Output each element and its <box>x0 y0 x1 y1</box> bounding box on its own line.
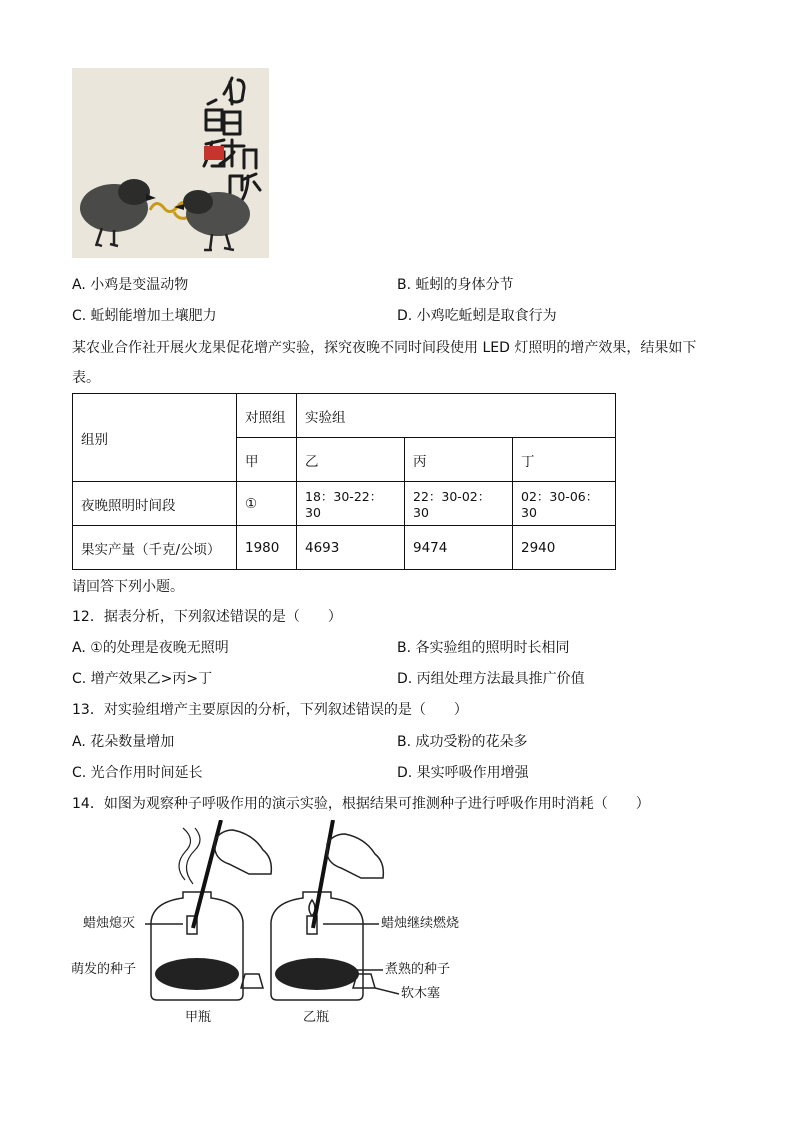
q13-option-d: D. 果实呼吸作用增强 <box>397 765 529 781</box>
label-boiled-seeds: 煮熟的种子 <box>385 962 451 977</box>
group-bing: 丙 <box>405 438 513 482</box>
q12-option-a: A. ①的处理是夜晚无照明 <box>72 640 229 656</box>
seed-respiration-figure <box>71 820 495 1035</box>
caption-jar-yi: 乙瓶 <box>303 1010 330 1025</box>
header-control: 对照组 <box>237 394 297 438</box>
group-yi: 乙 <box>297 438 405 482</box>
q13-option-a: A. 花朵数量增加 <box>72 734 175 750</box>
seal-stamp <box>204 146 224 160</box>
hand-yi <box>327 834 383 878</box>
header-group: 组别 <box>73 394 237 482</box>
painting-artwork <box>72 68 269 258</box>
answer-prompt: 请回答下列小题。 <box>72 579 184 595</box>
q13-option-b: B. 成功受粉的花朵多 <box>397 734 528 750</box>
group-ding: 丁 <box>513 438 616 482</box>
germinating-seeds <box>155 958 239 990</box>
caption-jar-jia: 甲瓶 <box>185 1010 212 1025</box>
cell-yield-yi: 4693 <box>297 526 405 570</box>
intro-line-1: 某农业合作社开展火龙果促花增产实验，探究夜晚不同时间段使用 LED 灯照明的增产效果，结果如下 <box>72 340 697 356</box>
label-candle-out: 蜡烛熄灭 <box>83 916 136 931</box>
q13-option-c: C. 光合作用时间延长 <box>72 765 203 781</box>
label-germinating-seeds: 萌发的种子 <box>71 962 137 977</box>
cell-yield-bing: 9474 <box>405 526 513 570</box>
cell-yield-ding: 2940 <box>513 526 616 570</box>
header-experiment: 实验组 <box>297 394 616 438</box>
cork-jia <box>241 974 263 988</box>
group-jia: 甲 <box>237 438 297 482</box>
stick-jia <box>193 820 221 928</box>
row-label-lighting-period: 夜晚照明时间段 <box>73 482 237 526</box>
experiment-table <box>72 393 616 570</box>
q11-option-d: D. 小鸡吃蚯蚓是取食行为 <box>397 308 557 324</box>
q13-stem: 13．对实验组增产主要原因的分析，下列叙述错误的是（ ） <box>72 702 468 718</box>
cell-lighting-ding: 02：30-06：30 <box>513 482 616 526</box>
label-cork: 软木塞 <box>401 986 441 1001</box>
q12-option-b: B. 各实验组的照明时长相同 <box>397 640 570 656</box>
q11-option-b: B. 蚯蚓的身体分节 <box>397 277 514 293</box>
intro-line-2: 表。 <box>72 370 100 386</box>
q11-option-a: A. 小鸡是变温动物 <box>72 277 189 293</box>
label-candle-burning: 蜡烛继续燃烧 <box>381 916 460 931</box>
row-label-fruit-yield: 果实产量（千克/公顷） <box>73 526 237 570</box>
cell-yield-jia: 1980 <box>237 526 297 570</box>
cell-lighting-bing: 22：30-02：30 <box>405 482 513 526</box>
painting-chicks-worm <box>72 68 269 258</box>
stick-yi <box>313 820 333 928</box>
q11-option-c: C. 蚯蚓能增加土壤肥力 <box>72 308 217 324</box>
q14-stem: 14．如图为观察种子呼吸作用的演示实验，根据结果可推测种子进行呼吸作用时消耗（ ） <box>72 796 650 812</box>
q12-option-d: D. 丙组处理方法最具推广价值 <box>397 671 585 687</box>
boiled-seeds <box>275 958 359 990</box>
q12-stem: 12．据表分析，下列叙述错误的是（ ） <box>72 609 342 625</box>
q12-option-c: C. 增产效果乙>丙>丁 <box>72 671 213 687</box>
cell-lighting-yi: 18：30-22：30 <box>297 482 405 526</box>
hand-jia <box>215 830 271 874</box>
cell-lighting-jia: ① <box>237 482 297 526</box>
